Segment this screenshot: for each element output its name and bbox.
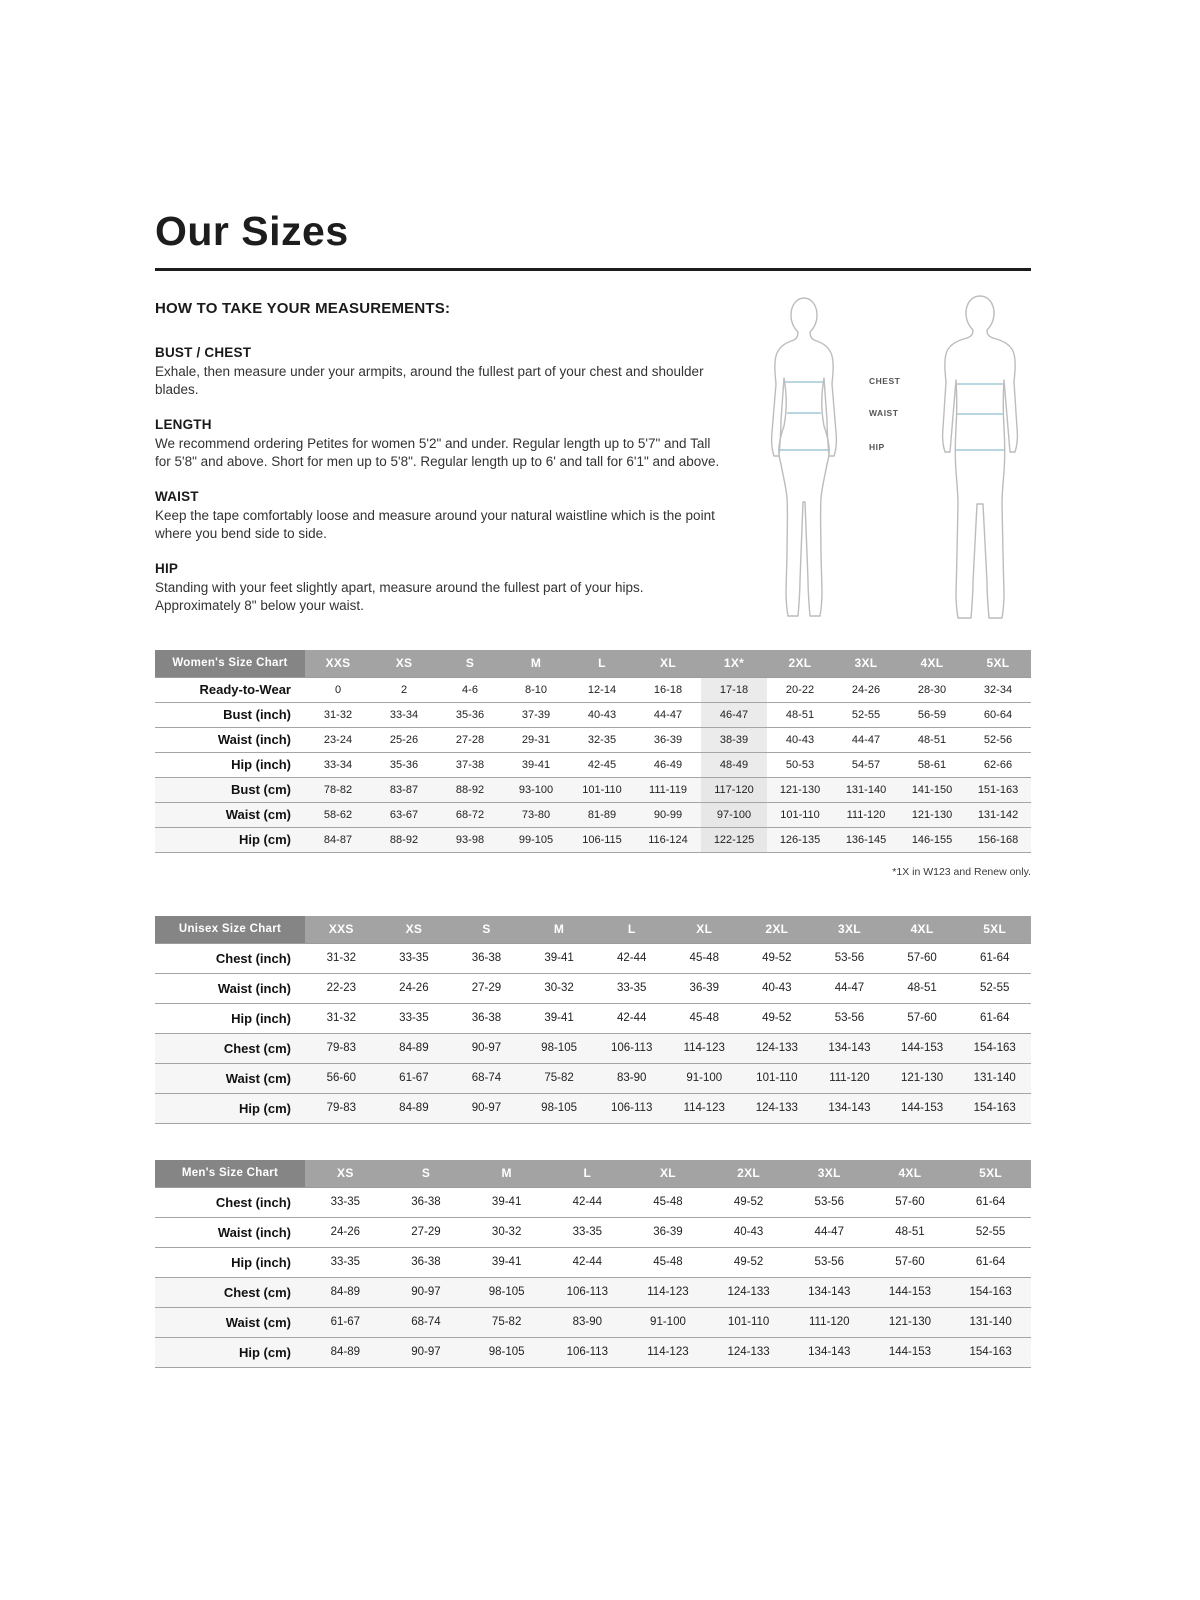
column-header: L — [547, 1160, 628, 1187]
size-cell: 131-140 — [958, 1063, 1031, 1093]
section-heading: HIP — [155, 560, 179, 576]
size-cell: 144-153 — [886, 1093, 959, 1123]
size-cell: 61-67 — [378, 1063, 451, 1093]
section-length — [155, 417, 720, 471]
column-header: S — [450, 916, 523, 943]
size-cell: 144-153 — [886, 1033, 959, 1063]
table-row — [155, 1033, 1031, 1063]
section-body: Keep the tape comfortably loose and measure around your natural waistline which is the point where you bend side to side. — [155, 507, 715, 541]
size-cell: 50-53 — [767, 752, 833, 777]
size-cell: 146-155 — [899, 827, 965, 852]
size-cell: 31-32 — [305, 1003, 378, 1033]
column-header: 2XL — [708, 1160, 789, 1187]
size-cell: 44-47 — [813, 973, 886, 1003]
size-cell: 33-35 — [378, 1003, 451, 1033]
male-figure-illustration — [920, 292, 1040, 632]
size-cell: 57-60 — [886, 943, 959, 973]
size-cell: 53-56 — [789, 1247, 870, 1277]
size-cell: 42-44 — [595, 1003, 668, 1033]
size-cell: 121-130 — [870, 1307, 951, 1337]
section-waist — [155, 489, 720, 543]
column-header: 3XL — [833, 650, 899, 677]
size-cell: 49-52 — [741, 1003, 814, 1033]
size-cell: 81-89 — [569, 802, 635, 827]
size-cell: 141-150 — [899, 777, 965, 802]
size-cell: 61-64 — [958, 943, 1031, 973]
measurement-instructions — [155, 300, 720, 633]
size-cell: 114-123 — [668, 1033, 741, 1063]
size-cell: 56-60 — [305, 1063, 378, 1093]
size-cell: 114-123 — [628, 1337, 709, 1367]
size-cell: 61-64 — [958, 1003, 1031, 1033]
size-cell: 33-35 — [305, 1187, 386, 1217]
size-cell: 38-39 — [701, 727, 767, 752]
size-cell: 27-29 — [386, 1217, 467, 1247]
size-cell: 42-44 — [547, 1247, 628, 1277]
row-label: Hip (cm) — [155, 827, 305, 852]
size-cell: 36-39 — [668, 973, 741, 1003]
column-header: XXS — [305, 916, 378, 943]
size-cell: 42-44 — [595, 943, 668, 973]
size-cell: 93-98 — [437, 827, 503, 852]
size-cell: 24-26 — [305, 1217, 386, 1247]
size-cell: 97-100 — [701, 802, 767, 827]
mens-size-chart-table — [155, 1160, 1031, 1368]
section-bust-chest — [155, 345, 720, 399]
size-cell: 83-90 — [547, 1307, 628, 1337]
size-cell: 30-32 — [523, 973, 596, 1003]
section-body: Exhale, then measure under your armpits, around the fullest part of your chest and shoulder blades. — [155, 364, 704, 397]
size-cell: 114-123 — [628, 1277, 709, 1307]
size-cell: 114-123 — [668, 1093, 741, 1123]
table-header-row — [155, 916, 1031, 943]
column-header: 2XL — [767, 650, 833, 677]
size-cell: 91-100 — [668, 1063, 741, 1093]
size-cell: 56-59 — [899, 702, 965, 727]
size-cell: 121-130 — [899, 802, 965, 827]
how-to-heading: HOW TO TAKE YOUR MEASUREMENTS: — [155, 300, 451, 317]
size-cell: 53-56 — [789, 1187, 870, 1217]
size-cell: 52-55 — [958, 973, 1031, 1003]
column-header: 3XL — [789, 1160, 870, 1187]
womens-size-chart-table — [155, 650, 1031, 853]
size-cell: 106-113 — [547, 1337, 628, 1367]
size-cell: 36-39 — [635, 727, 701, 752]
size-cell: 52-55 — [833, 702, 899, 727]
size-cell: 44-47 — [635, 702, 701, 727]
size-cell: 40-43 — [708, 1217, 789, 1247]
size-cell: 23-24 — [305, 727, 371, 752]
column-header: XL — [668, 916, 741, 943]
section-hip — [155, 561, 720, 615]
column-header: 5XL — [965, 650, 1031, 677]
size-cell: 73-80 — [503, 802, 569, 827]
section-body: Standing with your feet slightly apart, measure around the fullest part of your hips. Approximately 8" below your waist. — [155, 579, 644, 613]
table-row — [155, 943, 1031, 973]
table-row — [155, 1003, 1031, 1033]
size-cell: 124-133 — [708, 1277, 789, 1307]
row-label: Hip (cm) — [155, 1093, 305, 1123]
size-cell: 44-47 — [833, 727, 899, 752]
size-cell: 111-119 — [635, 777, 701, 802]
column-header: L — [569, 650, 635, 677]
size-cell: 62-66 — [965, 752, 1031, 777]
size-cell: 84-89 — [378, 1033, 451, 1063]
size-cell: 90-99 — [635, 802, 701, 827]
table-row — [155, 1337, 1031, 1367]
size-cell: 53-56 — [813, 943, 886, 973]
size-cell: 45-48 — [628, 1187, 709, 1217]
size-cell: 117-120 — [701, 777, 767, 802]
size-cell: 45-48 — [628, 1247, 709, 1277]
size-cell: 33-35 — [378, 943, 451, 973]
size-cell: 111-120 — [789, 1307, 870, 1337]
size-cell: 111-120 — [833, 802, 899, 827]
size-cell: 58-61 — [899, 752, 965, 777]
size-cell: 33-34 — [371, 702, 437, 727]
size-cell: 45-48 — [668, 943, 741, 973]
size-cell: 57-60 — [870, 1187, 951, 1217]
table-row — [155, 777, 1031, 802]
size-cell: 91-100 — [628, 1307, 709, 1337]
column-header: XL — [628, 1160, 709, 1187]
size-cell: 35-36 — [371, 752, 437, 777]
column-header: 2XL — [741, 916, 814, 943]
column-header: 4XL — [870, 1160, 951, 1187]
size-cell: 20-22 — [767, 677, 833, 702]
size-cell: 48-51 — [899, 727, 965, 752]
column-header: S — [386, 1160, 467, 1187]
column-header: S — [437, 650, 503, 677]
size-cell: 83-87 — [371, 777, 437, 802]
size-cell: 98-105 — [523, 1093, 596, 1123]
size-cell: 93-100 — [503, 777, 569, 802]
row-label: Waist (cm) — [155, 1307, 305, 1337]
size-cell: 0 — [305, 677, 371, 702]
column-header: 5XL — [958, 916, 1031, 943]
size-cell: 33-35 — [595, 973, 668, 1003]
size-cell: 131-140 — [833, 777, 899, 802]
size-cell: 45-48 — [668, 1003, 741, 1033]
table-row — [155, 1277, 1031, 1307]
row-label: Bust (inch) — [155, 702, 305, 727]
waist-label: WAIST — [869, 408, 899, 418]
size-cell: 83-90 — [595, 1063, 668, 1093]
size-cell: 46-47 — [701, 702, 767, 727]
size-chart-footnote: *1X in W123 and Renew only. — [892, 866, 1031, 878]
size-cell: 31-32 — [305, 943, 378, 973]
size-cell: 24-26 — [378, 973, 451, 1003]
size-cell: 42-45 — [569, 752, 635, 777]
size-cell: 90-97 — [386, 1277, 467, 1307]
row-label: Ready-to-Wear — [155, 677, 305, 702]
table-title: Men's Size Chart — [155, 1160, 305, 1187]
row-label: Chest (cm) — [155, 1277, 305, 1307]
column-header: 4XL — [886, 916, 959, 943]
size-cell: 136-145 — [833, 827, 899, 852]
size-cell: 98-105 — [466, 1337, 547, 1367]
section-heading: WAIST — [155, 488, 199, 504]
size-cell: 37-39 — [503, 702, 569, 727]
size-cell: 106-113 — [547, 1277, 628, 1307]
size-cell: 106-115 — [569, 827, 635, 852]
size-cell: 48-51 — [767, 702, 833, 727]
table-row — [155, 677, 1031, 702]
column-header: M — [503, 650, 569, 677]
size-table — [155, 916, 1031, 1124]
size-cell: 126-135 — [767, 827, 833, 852]
table-row — [155, 1247, 1031, 1277]
size-cell: 134-143 — [813, 1033, 886, 1063]
size-cell: 27-29 — [450, 973, 523, 1003]
size-cell: 31-32 — [305, 702, 371, 727]
size-cell: 63-67 — [371, 802, 437, 827]
size-cell: 49-52 — [741, 943, 814, 973]
size-cell: 57-60 — [886, 1003, 959, 1033]
row-label: Waist (cm) — [155, 1063, 305, 1093]
size-cell: 46-49 — [635, 752, 701, 777]
size-cell: 116-124 — [635, 827, 701, 852]
size-cell: 35-36 — [437, 702, 503, 727]
size-cell: 134-143 — [789, 1337, 870, 1367]
size-cell: 154-163 — [950, 1277, 1031, 1307]
size-cell: 79-83 — [305, 1093, 378, 1123]
table-row — [155, 827, 1031, 852]
size-cell: 106-113 — [595, 1093, 668, 1123]
size-cell: 53-56 — [813, 1003, 886, 1033]
size-cell: 101-110 — [741, 1063, 814, 1093]
row-label: Hip (inch) — [155, 1247, 305, 1277]
table-row — [155, 1063, 1031, 1093]
male-body-outline — [943, 296, 1018, 618]
size-cell: 33-35 — [547, 1217, 628, 1247]
size-cell: 25-26 — [371, 727, 437, 752]
size-cell: 48-51 — [870, 1217, 951, 1247]
size-cell: 134-143 — [789, 1277, 870, 1307]
table-row — [155, 1187, 1031, 1217]
measurement-figures — [744, 292, 1044, 637]
table-header-row — [155, 1160, 1031, 1187]
column-header: 1X* — [701, 650, 767, 677]
table-title: Women's Size Chart — [155, 650, 305, 677]
size-cell: 154-163 — [950, 1337, 1031, 1367]
size-cell: 52-55 — [950, 1217, 1031, 1247]
size-cell: 24-26 — [833, 677, 899, 702]
size-cell: 4-6 — [437, 677, 503, 702]
size-cell: 42-44 — [547, 1187, 628, 1217]
table-row — [155, 752, 1031, 777]
size-cell: 99-105 — [503, 827, 569, 852]
size-cell: 90-97 — [450, 1033, 523, 1063]
table-row — [155, 973, 1031, 1003]
size-cell: 40-43 — [569, 702, 635, 727]
size-cell: 39-41 — [466, 1187, 547, 1217]
size-cell: 39-41 — [466, 1247, 547, 1277]
size-cell: 27-28 — [437, 727, 503, 752]
column-header: XL — [635, 650, 701, 677]
size-cell: 36-38 — [450, 943, 523, 973]
size-cell: 39-41 — [503, 752, 569, 777]
size-cell: 58-62 — [305, 802, 371, 827]
size-cell: 57-60 — [870, 1247, 951, 1277]
hip-label: HIP — [869, 442, 885, 452]
size-cell: 60-64 — [965, 702, 1031, 727]
row-label: Hip (inch) — [155, 752, 305, 777]
size-cell: 90-97 — [386, 1337, 467, 1367]
row-label: Waist (inch) — [155, 973, 305, 1003]
size-cell: 29-31 — [503, 727, 569, 752]
size-cell: 154-163 — [958, 1033, 1031, 1063]
female-figure-illustration — [744, 292, 864, 632]
size-cell: 48-49 — [701, 752, 767, 777]
size-cell: 49-52 — [708, 1187, 789, 1217]
size-cell: 121-130 — [886, 1063, 959, 1093]
size-cell: 144-153 — [870, 1277, 951, 1307]
table-row — [155, 1307, 1031, 1337]
size-cell: 75-82 — [523, 1063, 596, 1093]
size-cell: 40-43 — [741, 973, 814, 1003]
size-cell: 39-41 — [523, 943, 596, 973]
size-cell: 36-38 — [386, 1247, 467, 1277]
size-cell: 124-133 — [708, 1337, 789, 1367]
size-cell: 61-64 — [950, 1247, 1031, 1277]
size-cell: 151-163 — [965, 777, 1031, 802]
column-header: 3XL — [813, 916, 886, 943]
size-cell: 156-168 — [965, 827, 1031, 852]
column-header: XXS — [305, 650, 371, 677]
row-label: Waist (inch) — [155, 727, 305, 752]
size-cell: 37-38 — [437, 752, 503, 777]
section-heading: LENGTH — [155, 416, 212, 432]
column-header: 4XL — [899, 650, 965, 677]
size-cell: 33-35 — [305, 1247, 386, 1277]
size-cell: 78-82 — [305, 777, 371, 802]
size-cell: 22-23 — [305, 973, 378, 1003]
table-row — [155, 702, 1031, 727]
size-cell: 121-130 — [767, 777, 833, 802]
size-cell: 36-39 — [628, 1217, 709, 1247]
column-header: L — [595, 916, 668, 943]
size-cell: 101-110 — [708, 1307, 789, 1337]
column-header: XS — [305, 1160, 386, 1187]
size-table — [155, 650, 1031, 853]
size-cell: 68-74 — [450, 1063, 523, 1093]
unisex-size-chart-table — [155, 916, 1031, 1124]
size-cell: 2 — [371, 677, 437, 702]
size-cell: 30-32 — [466, 1217, 547, 1247]
size-cell: 106-113 — [595, 1033, 668, 1063]
size-cell: 32-35 — [569, 727, 635, 752]
size-cell: 61-67 — [305, 1307, 386, 1337]
size-cell: 32-34 — [965, 677, 1031, 702]
size-cell: 124-133 — [741, 1033, 814, 1063]
size-cell: 36-38 — [450, 1003, 523, 1033]
column-header: M — [466, 1160, 547, 1187]
page-title: Our Sizes — [155, 208, 349, 254]
size-cell: 98-105 — [523, 1033, 596, 1063]
size-cell: 16-18 — [635, 677, 701, 702]
size-cell: 68-74 — [386, 1307, 467, 1337]
size-cell: 84-89 — [305, 1277, 386, 1307]
size-cell: 88-92 — [437, 777, 503, 802]
size-cell: 90-97 — [450, 1093, 523, 1123]
size-cell: 8-10 — [503, 677, 569, 702]
size-cell: 49-52 — [708, 1247, 789, 1277]
row-label: Bust (cm) — [155, 777, 305, 802]
row-label: Hip (inch) — [155, 1003, 305, 1033]
table-row — [155, 802, 1031, 827]
size-cell: 40-43 — [767, 727, 833, 752]
size-cell: 124-133 — [741, 1093, 814, 1123]
size-cell: 52-56 — [965, 727, 1031, 752]
column-header: XS — [371, 650, 437, 677]
size-cell: 61-64 — [950, 1187, 1031, 1217]
size-cell: 84-89 — [378, 1093, 451, 1123]
size-cell: 98-105 — [466, 1277, 547, 1307]
size-cell: 36-38 — [386, 1187, 467, 1217]
column-header: 5XL — [950, 1160, 1031, 1187]
column-header: M — [523, 916, 596, 943]
size-cell: 75-82 — [466, 1307, 547, 1337]
table-title: Unisex Size Chart — [155, 916, 305, 943]
size-table — [155, 1160, 1031, 1368]
size-cell: 144-153 — [870, 1337, 951, 1367]
size-cell: 88-92 — [371, 827, 437, 852]
size-cell: 68-72 — [437, 802, 503, 827]
size-cell: 28-30 — [899, 677, 965, 702]
size-cell: 111-120 — [813, 1063, 886, 1093]
size-cell: 84-87 — [305, 827, 371, 852]
size-cell: 131-140 — [950, 1307, 1031, 1337]
size-cell: 79-83 — [305, 1033, 378, 1063]
size-cell: 134-143 — [813, 1093, 886, 1123]
table-row — [155, 1217, 1031, 1247]
row-label: Waist (inch) — [155, 1217, 305, 1247]
size-cell: 33-34 — [305, 752, 371, 777]
size-cell: 101-110 — [767, 802, 833, 827]
row-label: Chest (inch) — [155, 943, 305, 973]
size-cell: 122-125 — [701, 827, 767, 852]
size-cell: 12-14 — [569, 677, 635, 702]
female-body-outline — [772, 298, 837, 616]
row-label: Chest (inch) — [155, 1187, 305, 1217]
table-row — [155, 1093, 1031, 1123]
section-body: We recommend ordering Petites for women 5'2" and under. Regular length up to 5'7" and Tall for 5'8" and above. Short for men up to 5'8". Regular length up to 6' and tall for 6'1" and above. — [155, 435, 720, 469]
row-label: Chest (cm) — [155, 1033, 305, 1063]
figure-measure-labels — [864, 292, 920, 632]
section-heading: BUST / CHEST — [155, 345, 252, 360]
size-cell: 17-18 — [701, 677, 767, 702]
size-cell: 44-47 — [789, 1217, 870, 1247]
size-cell: 48-51 — [886, 973, 959, 1003]
chest-label: CHEST — [869, 376, 901, 386]
title-divider — [155, 268, 1031, 271]
table-header-row — [155, 650, 1031, 677]
table-row — [155, 727, 1031, 752]
size-cell: 54-57 — [833, 752, 899, 777]
size-cell: 84-89 — [305, 1337, 386, 1367]
size-cell: 101-110 — [569, 777, 635, 802]
row-label: Waist (cm) — [155, 802, 305, 827]
column-header: XS — [378, 916, 451, 943]
size-cell: 39-41 — [523, 1003, 596, 1033]
row-label: Hip (cm) — [155, 1337, 305, 1367]
size-cell: 131-142 — [965, 802, 1031, 827]
size-cell: 154-163 — [958, 1093, 1031, 1123]
